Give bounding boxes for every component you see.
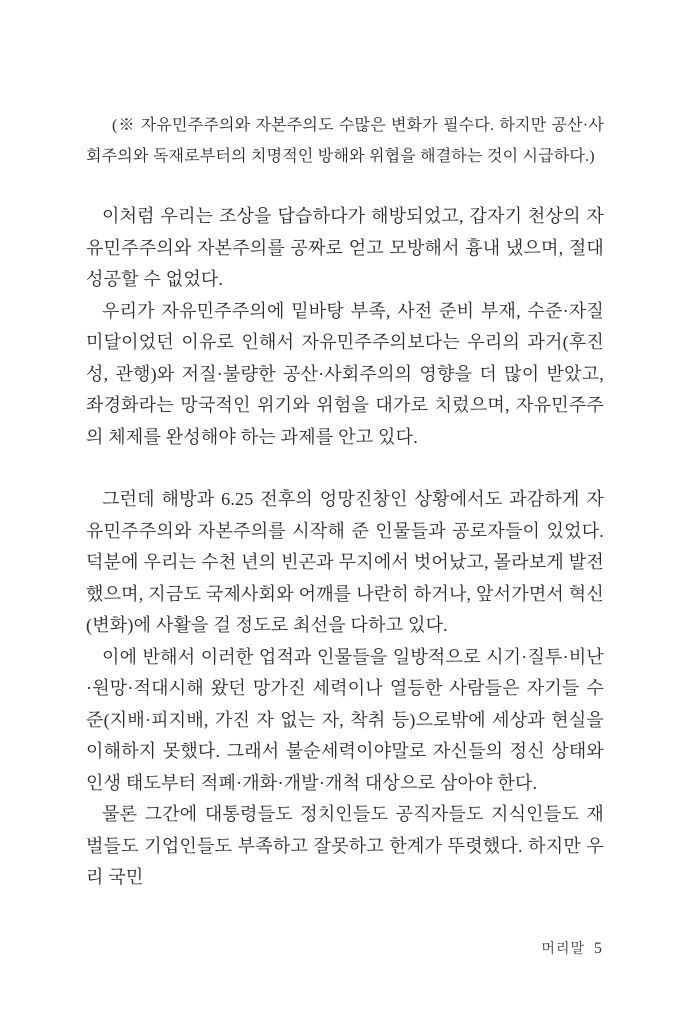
body-paragraph-4: 이에 반해서 이러한 업적과 인물들을 일방적으로 시기·질투·비난·원망·적대시해 왔던 망가진 세력이나 열등한 사람들은 자기들 수준(지배·피지배, 가진 자 없는 자, 착취 등)으로밖에 세상과 현실을 이해하지 못했다. 그래서 불순세력이야말로 자신들의 정신 상태와 인생 태도부터 적폐·개화·개발·개척 대상으로 삼아야 한다. <box>86 646 604 793</box>
footer-section-label: 머리말 <box>541 942 585 957</box>
body-paragraph-2: 우리가 자유민주주의에 밑바탕 부족, 사전 준비 부재, 수준·자질 미달이었던 이유로 인해서 자유민주주의보다는 우리의 과거(후진성, 관행)와 저질·불량한 공산·사회주의의 영향을 더 많이 받았고, 좌경화라는 망국적인 위기와 위험을 대가로 치렀으며, 자유민주주의 체제를 완성해야 하는 과제를 안고 있다. <box>86 300 604 447</box>
footer-page-number: 5 <box>594 940 602 957</box>
body-paragraph-1: 이처럼 우리는 조상을 답습하다가 해방되었고, 갑자기 천상의 자유민주주의와 자본주의를 공짜로 얻고 모방해서 흉내 냈으며, 절대 성공할 수 없었다. <box>86 206 604 289</box>
page-footer <box>541 938 602 958</box>
body-paragraph-5: 물론 그간에 대통령들도 정치인들도 공직자들도 지식인들도 재벌들도 기업인들도 부족하고 잘못하고 한계가 뚜렷했다. 하지만 우리 국민 <box>86 804 604 887</box>
page-text <box>86 110 604 894</box>
note-paragraph: (※ 자유민주주의와 자본주의도 수많은 변화가 필수다. 하지만 공산·사회주의와 독재로부터의 치명적인 방해와 위협을 해결하는 것이 시급하다.) <box>86 117 604 165</box>
body-paragraph-3: 그런데 해방과 6.25 전후의 엉망진창인 상황에서도 과감하게 자유민주주의와 자본주의를 시작해 준 인물들과 공로자들이 있었다. 덕분에 우리는 수천 년의 빈곤과 무지에서 벗어났고, 몰라보게 발전했으며, 지금도 국제사회와 어깨를 나란히 하거나, 앞서가면서 혁신(변화)에 사활을 걸 정도로 최선을 다하고 있다. <box>86 489 604 635</box>
